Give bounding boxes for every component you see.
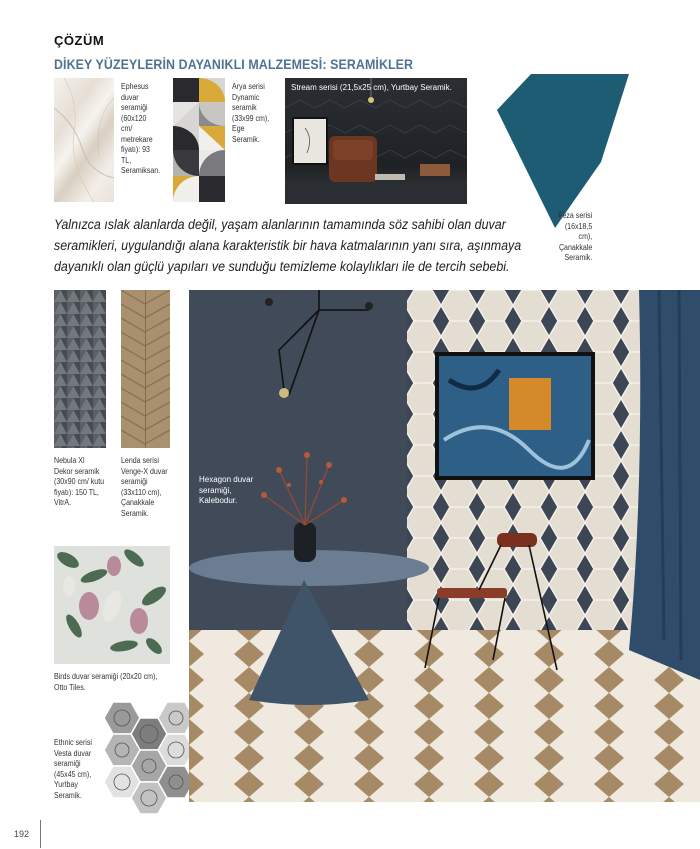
page-number: 192 (14, 829, 30, 839)
footer-divider (40, 820, 41, 848)
ethnic-caption: Ethnic serisi Vesta duvar seramiği (45x45 cm), Yurtbay Seramik. (54, 738, 92, 800)
birds-tile-image (54, 546, 170, 664)
arya-caption: Arya serisi Dynamic seramik (33x99 cm), Ege Seramik. (232, 82, 270, 144)
hexagon-room-image (189, 290, 700, 802)
nebula-caption: Nebula Xl Dekor seramik (30x90 cm/ kutu fiyatı): 150 TL, VitrA. (54, 456, 105, 507)
feza-caption: Feza serisi (16x18,5 cm), Çanakkale Seramik. (558, 211, 593, 262)
section-label: ÇÖZÜM (54, 33, 105, 48)
ephesus-tile-image (54, 78, 114, 202)
lenda-caption: Lenda serisi Venge-X duvar seramiği (33x110 cm), Çanakkale Seramik. (121, 456, 168, 518)
feza-tile-image (495, 72, 631, 230)
stream-caption: Stream serisi (21,5x25 cm), Yurtbay Seramik. (291, 83, 452, 92)
headline: DİKEY YÜZEYLERİN DAYANIKLI MALZEMESİ: SERAMİKLER (54, 57, 414, 72)
stream-room-image (285, 78, 467, 204)
nebula-tile-image (54, 290, 106, 448)
lenda-tile-image (121, 290, 170, 448)
lede-paragraph: Yalnızca ıslak alanlarda değil, yaşam alanlarının tamamında söz sahibi olan duvar seramikleri, uygulandığı alana karakteristik bir hava katmalarının yanı sıra, aşınmaya dayanıklı olan güçlü yapıları ve sunduğu temizleme kolaylıkları ile de tercih sebebi. (54, 217, 522, 274)
ephesus-caption: Ephesus duvar seramiği (60x120 cm/ metrekare fiyatı): 93 TL, Seramiksan. (121, 82, 161, 175)
arya-tile-image (173, 78, 225, 202)
birds-caption: Birds duvar seramiği (20x20 cm), Otto Tiles. (54, 672, 158, 692)
hexagon-caption: Hexagon duvar seramiği, Kalebodur. (199, 475, 254, 505)
